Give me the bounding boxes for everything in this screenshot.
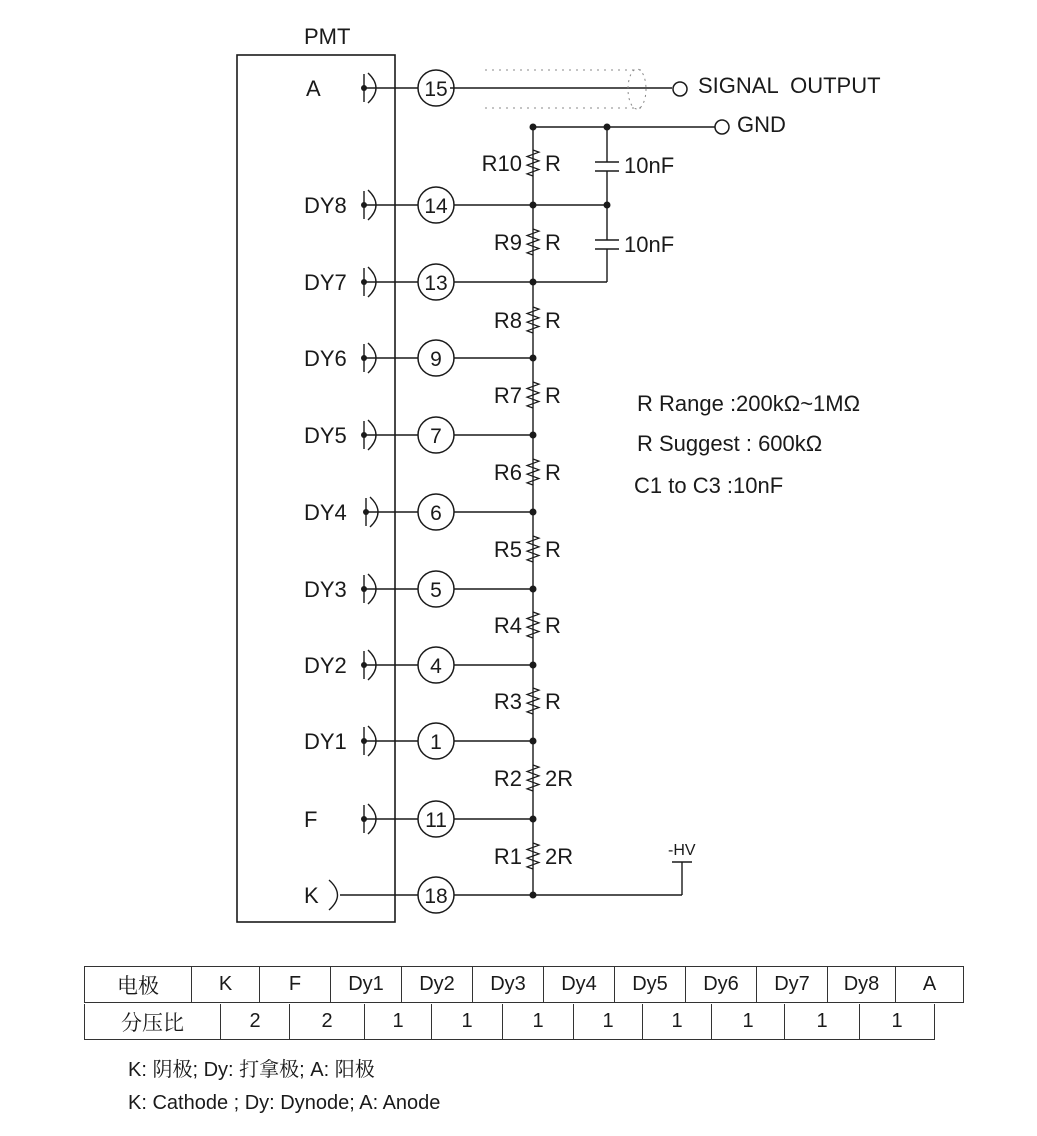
- electrode-dy4: [304, 494, 537, 530]
- gnd-label: GND: [737, 112, 786, 137]
- electrode-dy2: [304, 647, 537, 683]
- resistor-r5: [494, 536, 561, 562]
- electrode-cell: Dy6: [686, 967, 757, 1003]
- electrode-cell: Dy4: [544, 967, 615, 1003]
- resistor-value: R: [545, 151, 561, 176]
- resistor-value: R: [545, 383, 561, 408]
- resistor-r6: [494, 459, 561, 485]
- resistor-r9: [494, 229, 561, 255]
- resistor-name: R8: [493, 308, 522, 333]
- electrode-cell: A: [896, 967, 964, 1003]
- electrode-label: DY7: [304, 270, 347, 295]
- pin-number: 15: [424, 78, 448, 101]
- electrode-a: [306, 70, 454, 106]
- gnd-terminal: [715, 120, 729, 134]
- electrode-f: [304, 801, 537, 837]
- resistor-name: R1: [493, 844, 522, 869]
- electrode-dy3: [304, 571, 537, 607]
- ratio-cell: 1: [574, 1004, 643, 1040]
- signal-output-terminal: [673, 82, 687, 96]
- ratio-cell: 1: [712, 1004, 785, 1040]
- electrode-row: [85, 967, 964, 1003]
- resistor-value: 2R: [545, 766, 574, 791]
- resistor-name: R7: [493, 383, 522, 408]
- pin-number: 1: [430, 731, 442, 754]
- resistor-r8: [494, 307, 561, 333]
- pin-number: 7: [430, 425, 442, 448]
- electrode-label: F: [304, 807, 318, 832]
- resistor-name: R2: [493, 766, 522, 791]
- resistor-value: R: [545, 460, 561, 485]
- electrode-cell: Dy3: [473, 967, 544, 1003]
- electrode-dy8: [304, 187, 537, 223]
- electrode-label: K: [304, 883, 319, 908]
- ratio-row-table: [84, 1004, 935, 1040]
- electrode-dy7: [304, 264, 537, 300]
- pin-number: 5: [430, 579, 442, 602]
- capacitor-c1-value: 10nF: [624, 153, 675, 178]
- resistor-name: R4: [493, 613, 522, 638]
- resistor-value: R: [545, 537, 561, 562]
- electrode-dy6: [304, 340, 537, 376]
- resistor-value: R: [545, 689, 561, 714]
- signal-output-coax: [450, 69, 672, 109]
- cathode-icon: [329, 880, 338, 910]
- spec-r-range: R Range :200kΩ~1MΩ: [637, 391, 861, 416]
- electrode-label: DY6: [304, 346, 347, 371]
- signal-output-label: SIGNAL OUTPUT: [698, 73, 881, 98]
- resistor-value: R: [545, 308, 561, 333]
- resistor-r7: [494, 382, 561, 408]
- junction-dot: [604, 202, 611, 209]
- ratio-cell: 1: [432, 1004, 503, 1040]
- electrode-dy1: [304, 723, 537, 759]
- electrode-cell: Dy7: [757, 967, 828, 1003]
- pin-number: 13: [424, 272, 448, 295]
- electrode-label: DY8: [304, 193, 347, 218]
- pin-number: 14: [424, 195, 448, 218]
- electrode-label: DY3: [304, 577, 347, 602]
- resistor-name: R10: [481, 151, 522, 176]
- electrode-k: [304, 877, 537, 913]
- ratio-cell: 1: [503, 1004, 574, 1040]
- spec-c-range: C1 to C3 :10nF: [634, 473, 784, 498]
- pmt-label: PMT: [304, 24, 351, 49]
- ratio-cell: 1: [365, 1004, 432, 1040]
- resistor-value: 2R: [545, 844, 574, 869]
- electrode-cell: Dy2: [402, 967, 473, 1003]
- electrode-label: DY2: [304, 653, 347, 678]
- electrode-label: DY5: [304, 423, 347, 448]
- resistor-value: R: [545, 230, 561, 255]
- resistor-name: R3: [493, 689, 522, 714]
- pin-number: 6: [430, 502, 442, 525]
- electrode-cell: K: [192, 967, 260, 1003]
- ratio-header: 分压比: [85, 1004, 221, 1040]
- electrode-cell: F: [260, 967, 331, 1003]
- hv-label: -HV: [668, 842, 696, 859]
- ratio-cell: 2: [221, 1004, 290, 1040]
- ratio-cell: 1: [860, 1004, 935, 1040]
- capacitor-c2-value: 10nF: [624, 232, 675, 257]
- resistor-value: R: [545, 613, 561, 638]
- pin-number: 4: [430, 655, 442, 678]
- ratio-cell: 1: [643, 1004, 712, 1040]
- pin-number: 9: [430, 348, 442, 371]
- resistor-chain: [482, 150, 573, 869]
- resistor-name: R6: [493, 460, 522, 485]
- electrode-header: 电极: [85, 967, 192, 1003]
- legend-english: K: Cathode ; Dy: Dynode; A: Anode: [128, 1092, 441, 1114]
- resistor-name: R9: [493, 230, 522, 255]
- electrode-cell: Dy8: [828, 967, 896, 1003]
- pin-number: 18: [424, 885, 448, 908]
- resistor-r3: [494, 688, 561, 714]
- pin-number: 11: [425, 809, 447, 832]
- pmt-body: [237, 55, 395, 922]
- resistor-r10: [482, 150, 561, 176]
- spec-r-suggest: R Suggest : 600kΩ: [637, 431, 823, 456]
- electrode-dy5: [304, 417, 537, 453]
- ratio-row: [85, 1004, 935, 1040]
- junction-dot: [530, 124, 537, 131]
- ratio-cell: 2: [290, 1004, 365, 1040]
- electrode-label: A: [306, 76, 321, 101]
- legend-chinese: K: 阴极; Dy: 打拿极; A: 阳极: [128, 1059, 375, 1081]
- electrode-label: DY1: [304, 729, 347, 754]
- electrode-label: DY4: [304, 500, 347, 525]
- electrode-cell: Dy5: [615, 967, 686, 1003]
- resistor-name: R5: [493, 537, 522, 562]
- resistor-r4: [494, 612, 561, 638]
- electrode-row-table: [84, 966, 964, 1003]
- electrode-cell: Dy1: [331, 967, 402, 1003]
- ratio-cell: 1: [785, 1004, 860, 1040]
